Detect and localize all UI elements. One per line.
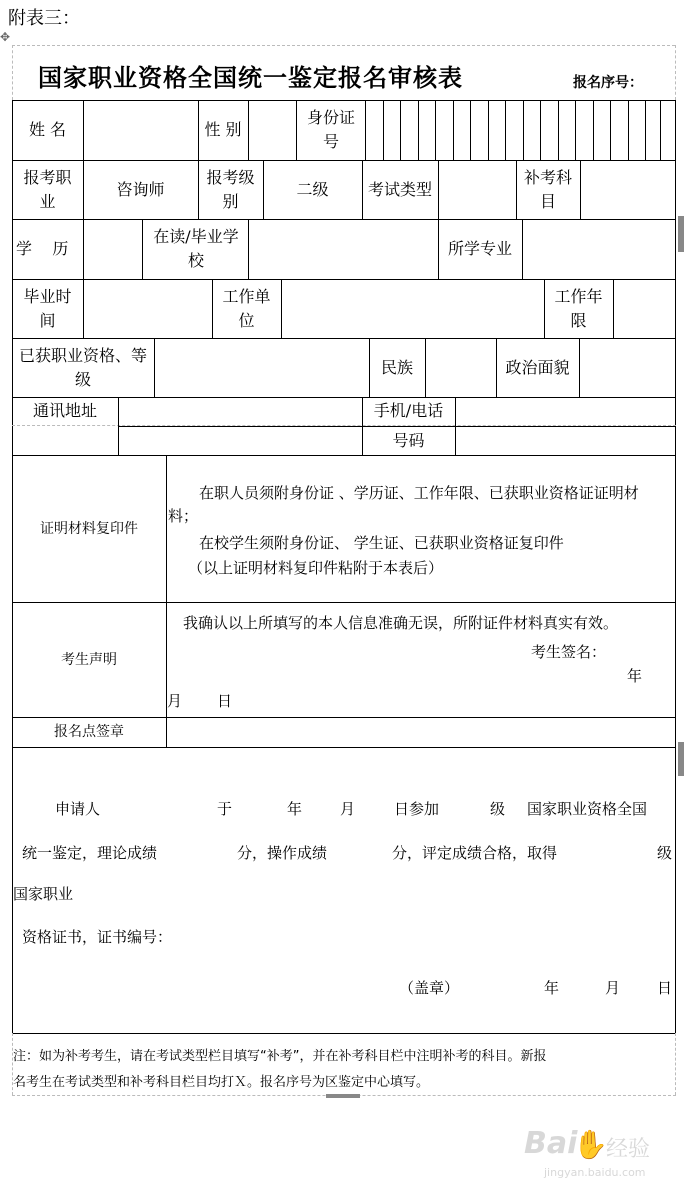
cert-applicant: 申请人	[55, 800, 101, 818]
materials-label: 证明材料复印件	[40, 520, 138, 537]
cert-ji: 级	[490, 800, 506, 818]
makeup-subject-field[interactable]	[580, 160, 675, 219]
watermark-url: jingyan.baidu.com	[544, 1166, 646, 1179]
page-guide-top	[12, 45, 675, 46]
work-years-label: 工作年限	[554, 286, 603, 330]
form-title: 国家职业资格全国统一鉴定报名审核表	[38, 64, 463, 92]
address-field[interactable]	[118, 397, 362, 455]
occupation-label: 报考职业	[23, 167, 72, 211]
declaration-year: 年	[627, 667, 643, 685]
cert-day-join: 日参加	[394, 800, 440, 818]
major-field[interactable]	[522, 219, 675, 279]
cert-line2: 统一鉴定，理论成绩	[22, 844, 158, 862]
education-field[interactable]	[83, 219, 142, 279]
watermark-brand2: 经验	[606, 1137, 651, 1162]
cert-national: 国家职业资格全国	[527, 800, 648, 818]
major-label: 所学专业	[447, 239, 512, 258]
address-label: 通讯地址	[32, 401, 97, 420]
id-number-boxes[interactable]	[365, 100, 675, 160]
paw-icon: ✋	[573, 1128, 608, 1161]
cert-score-pass: 分，评定成绩合格，取得	[392, 844, 558, 862]
watermark-brand: Bai	[524, 1126, 578, 1161]
materials-line2: 在校学生须附身份证、 学生证、已获职业资格证复印件	[199, 534, 564, 552]
declaration-month: 月	[167, 692, 183, 710]
cert-line4: 资格证书，证书编号：	[22, 928, 173, 946]
name-label: 姓 名	[28, 120, 67, 139]
id-label: 身份证号	[306, 108, 355, 151]
gender-label: 性 别	[204, 120, 242, 139]
level-label: 报考级别	[206, 167, 255, 211]
grad-time-label: 毕业时间	[23, 286, 72, 330]
cert-year: 年	[287, 800, 303, 818]
cert-yu: 于	[217, 800, 233, 818]
qualification-label: 已获职业资格、等级	[18, 345, 147, 389]
education-label: 学 历	[16, 239, 69, 258]
cert-line3: 国家职业	[13, 885, 74, 903]
declaration-label: 考生声明	[61, 651, 117, 668]
occupation-value[interactable]: 咨询师	[116, 179, 165, 199]
phone-field[interactable]	[455, 397, 675, 455]
stamp-field[interactable]	[166, 717, 675, 747]
cert-year2: 年	[544, 979, 560, 997]
declaration-text: 我确认以上所填写的本人信息准确无误，所附证件材料真实有效。	[183, 614, 619, 632]
page-guide-left	[12, 45, 13, 100]
cert-seal: （盖章）	[399, 979, 460, 997]
cert-ji2: 级	[657, 844, 673, 862]
employer-label: 工作单位	[222, 286, 271, 330]
ethnicity-label: 民族	[380, 357, 413, 377]
resize-handle-icon[interactable]	[326, 1094, 360, 1098]
annex-label: 附表三：	[8, 8, 80, 29]
note-line2: 名考生在考试类型和补考科目栏目均打Ｘ。报名序号为区鉴定中心填写。	[13, 1075, 430, 1090]
stamp-label: 报名点签章	[54, 724, 124, 740]
phone-label-line1: 手机/电话	[373, 401, 444, 420]
cert-day2: 日	[657, 979, 673, 997]
qualification-field[interactable]	[154, 338, 369, 397]
sequence-label: 报名序号：	[573, 75, 643, 91]
school-label: 在读/毕业学校	[153, 227, 239, 270]
move-handle-icon[interactable]: ✥	[0, 30, 11, 44]
cert-score-op: 分，操作成绩	[237, 844, 328, 862]
political-label: 政治面貌	[505, 357, 570, 377]
note-line1: 注：如为补考考生，请在考试类型栏目填写“补考”，并在补考科目栏中注明补考的科目。新报	[13, 1049, 547, 1064]
school-field[interactable]	[248, 219, 438, 279]
phone-label-line2: 号码	[392, 430, 425, 450]
signature-label: 考生签名：	[531, 643, 607, 661]
exam-type-field[interactable]	[438, 160, 516, 219]
materials-line1-cont: 料；	[168, 507, 199, 525]
page-guide-right	[675, 45, 676, 100]
gender-field[interactable]	[248, 100, 296, 160]
grad-time-field[interactable]	[83, 279, 212, 338]
resize-handle-icon[interactable]	[678, 742, 684, 776]
employer-field[interactable]	[281, 279, 544, 338]
level-value[interactable]: 二级	[296, 179, 329, 199]
political-field[interactable]	[579, 338, 675, 397]
declaration-day: 日	[217, 692, 233, 710]
cert-month: 月	[340, 800, 356, 818]
cert-month2: 月	[605, 979, 621, 997]
makeup-subject-label: 补考科目	[524, 167, 573, 211]
ethnicity-field[interactable]	[425, 338, 496, 397]
exam-type-label: 考试类型	[367, 179, 432, 199]
materials-line3: （以上证明材料复印件粘附于本表后）	[188, 559, 444, 577]
work-years-field[interactable]	[613, 279, 675, 338]
materials-line1: 在职人员须附身份证 、学历证、工作年限、已获职业资格证证明材	[199, 484, 639, 502]
name-field[interactable]	[83, 100, 198, 160]
resize-handle-icon[interactable]	[678, 216, 684, 252]
